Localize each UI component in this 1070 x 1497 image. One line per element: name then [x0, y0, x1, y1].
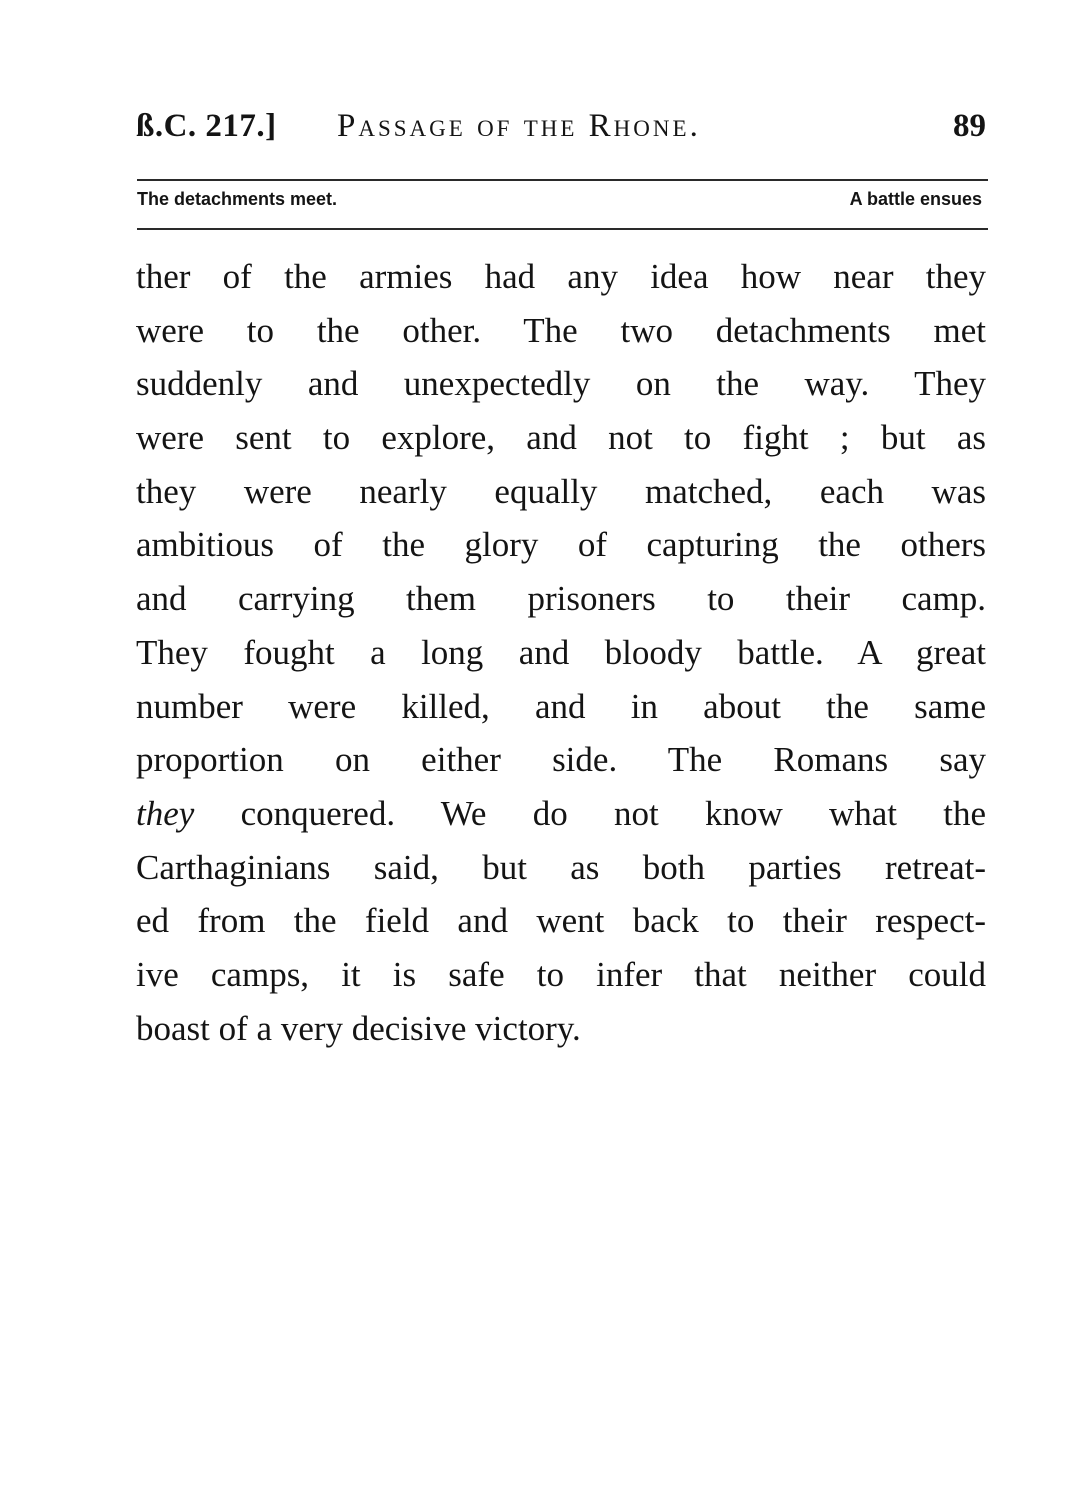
header-rule-bottom	[137, 228, 988, 230]
body-text	[136, 250, 986, 1055]
text-line: ed from the field and went back to their respect-	[136, 901, 986, 941]
text-line: and carrying them prisoners to their camp.	[136, 579, 986, 619]
text-line: ive camps, it is safe to infer that neither could	[136, 954, 986, 994]
header-rule-top	[137, 179, 988, 181]
running-head	[136, 108, 988, 158]
text-line: ther of the armies had any idea how near they	[136, 257, 986, 296]
header-title: Passage of the Rhone.	[337, 108, 701, 144]
text-line: were to the other. The two detachments met	[136, 310, 986, 350]
text-line: suddenly and unexpectedly on the way. They	[136, 364, 986, 404]
text-line: were sent to explore, and not to fight ; but as	[136, 418, 986, 458]
subhead-right: A battle ensues	[849, 189, 982, 209]
text-line: boast of a very decisive victory.	[136, 1008, 581, 1048]
text-line-rest: conquered. We do not know what the	[240, 793, 986, 833]
text-line: ambitious of the glory of capturing the others	[136, 525, 986, 565]
text-line: they were nearly equally matched, each was	[136, 471, 986, 511]
subheads	[137, 189, 982, 215]
subhead-left: The detachments meet.	[137, 189, 338, 209]
emphasis-word: they	[136, 793, 195, 833]
text-line-with-emphasis	[136, 787, 986, 841]
text-line: number were killed, and in about the same	[136, 686, 986, 726]
text-line: They fought a long and bloody battle. A great	[136, 632, 986, 672]
page-number: 89	[953, 108, 986, 144]
header-date: ß.C. 217.]	[136, 108, 277, 144]
text-line: Carthaginians said, but as both parties retreat-	[136, 847, 986, 887]
text-line: proportion on either side. The Romans say	[136, 740, 986, 780]
